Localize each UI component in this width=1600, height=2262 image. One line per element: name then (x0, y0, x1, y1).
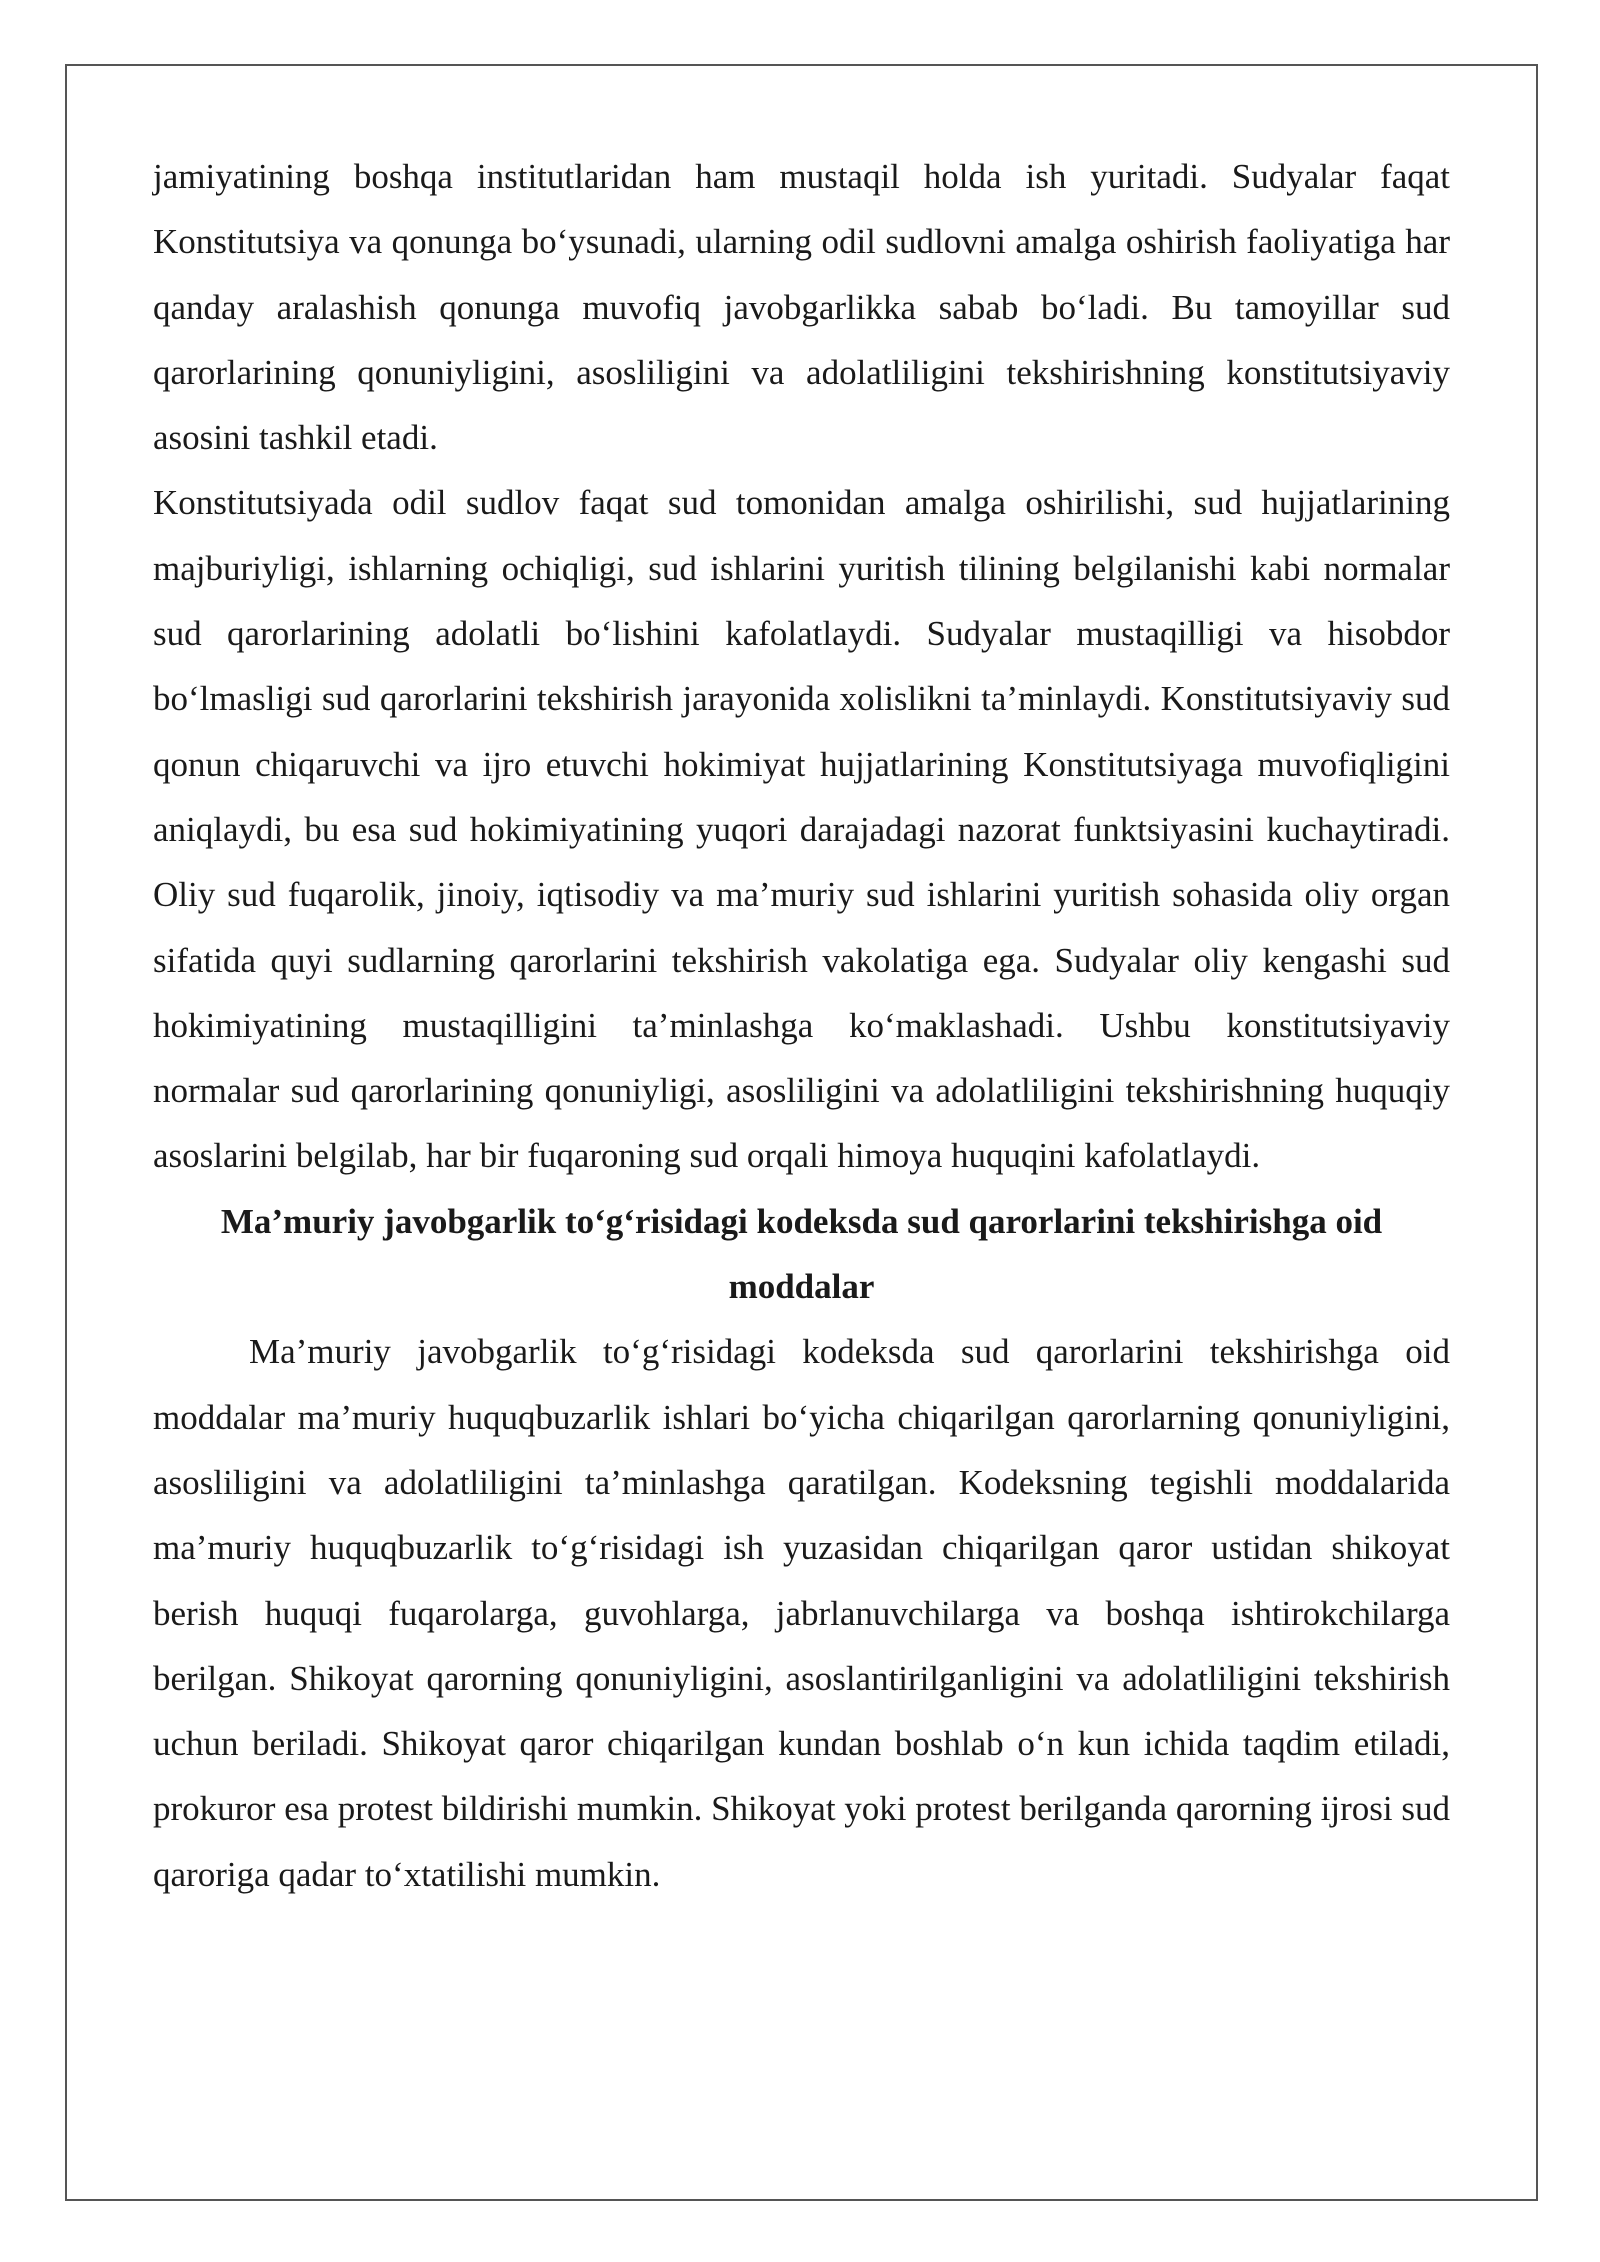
paragraph-administrative-code: Ma’muriy javobgarlik to‘g‘risidagi kodeksda sud qarorlarini tekshirishga oid moddalar ma’muriy huquqbuzarlik ishlari bo‘yicha chiqarilgan qarorlarning qonuniyligini, asosliligini va adolatliligini ta’minlashga qaratilgan. Kodeksning tegishli moddalarida ma’muriy huquqbuzarlik to‘g‘risidagi ish yuzasidan chiqarilgan qaror ustidan shikoyat berish huquqi fuqarolarga, guvohlarga, jabrlanuvchilarga va boshqa ishtirokchilarga berilgan. Shikoyat qarorning qonuniyligini, asoslantirilganligini va adolatliligini tekshirish uchun beriladi. Shikoyat qaror chiqarilgan kundan boshlab o‘n kun ichida taqdim etiladi, prokuror esa protest bildirishi mumkin. Shikoyat yoki protest berilganda qarorning ijrosi sud qaroriga qadar to‘xtatilishi mumkin. (153, 1332, 1450, 1894)
section-heading: Ma’muriy javobgarlik to‘g‘risidagi kodeksda sud qarorlarini tekshirishga oid moddalar (220, 1201, 1383, 1307)
paragraph-constitutional-principles: jamiyatining boshqa institutlaridan ham mustaqil holda ish yuritadi. Sudyalar faqat Konstitutsiya va qonunga bo‘ysunadi, ularning odil sudlovni amalga oshirish faoliyatiga har qanday aralashish qonunga muvofiq javobgarlikka sabab bo‘ladi. Bu tamoyillar sud qarorlarining qonuniyligini, asosliligini va adolatliligini tekshirishning konstitutsiyaviy asosini tashkil etadi. (153, 157, 1450, 458)
paragraph-constitutional-norms: Konstitutsiyada odil sudlov faqat sud tomonidan amalga oshirilishi, sud hujjatlarining majburiyligi, ishlarning ochiqligi, sud ishlarini yuritish tilining belgilanishi kabi normalar sud qarorlarining adolatli bo‘lishini kafolatlaydi. Sudyalar mustaqilligi va hisobdor bo‘lmasligi sud qarorlarini tekshirish jarayonida xolislikni ta’minlaydi. Konstitutsiyaviy sud qonun chiqaruvchi va ijro etuvchi hokimiyat hujjatlarining Konstitutsiyaga muvofiqligini aniqlaydi, bu esa sud hokimiyatining yuqori darajadagi nazorat funktsiyasini kuchaytiradi. Oliy sud fuqarolik, jinoiy, iqtisodiy va ma’muriy sud ishlarini yuritish sohasida oliy organ sifatida quyi sudlarning qarorlarini tekshirish vakolatiga ega. Sudyalar oliy kengashi sud hokimiyatining mustaqilligini ta’minlashga ko‘maklashadi. Ushbu konstitutsiyaviy normalar sud qarorlarining qonuniyligi, asosliligini va adolatliligini tekshirishning huquqiy asoslarini belgilab, har bir fuqaroning sud orqali himoya huquqini kafolatlaydi. (153, 483, 1450, 1176)
document-body (153, 144, 1450, 1907)
